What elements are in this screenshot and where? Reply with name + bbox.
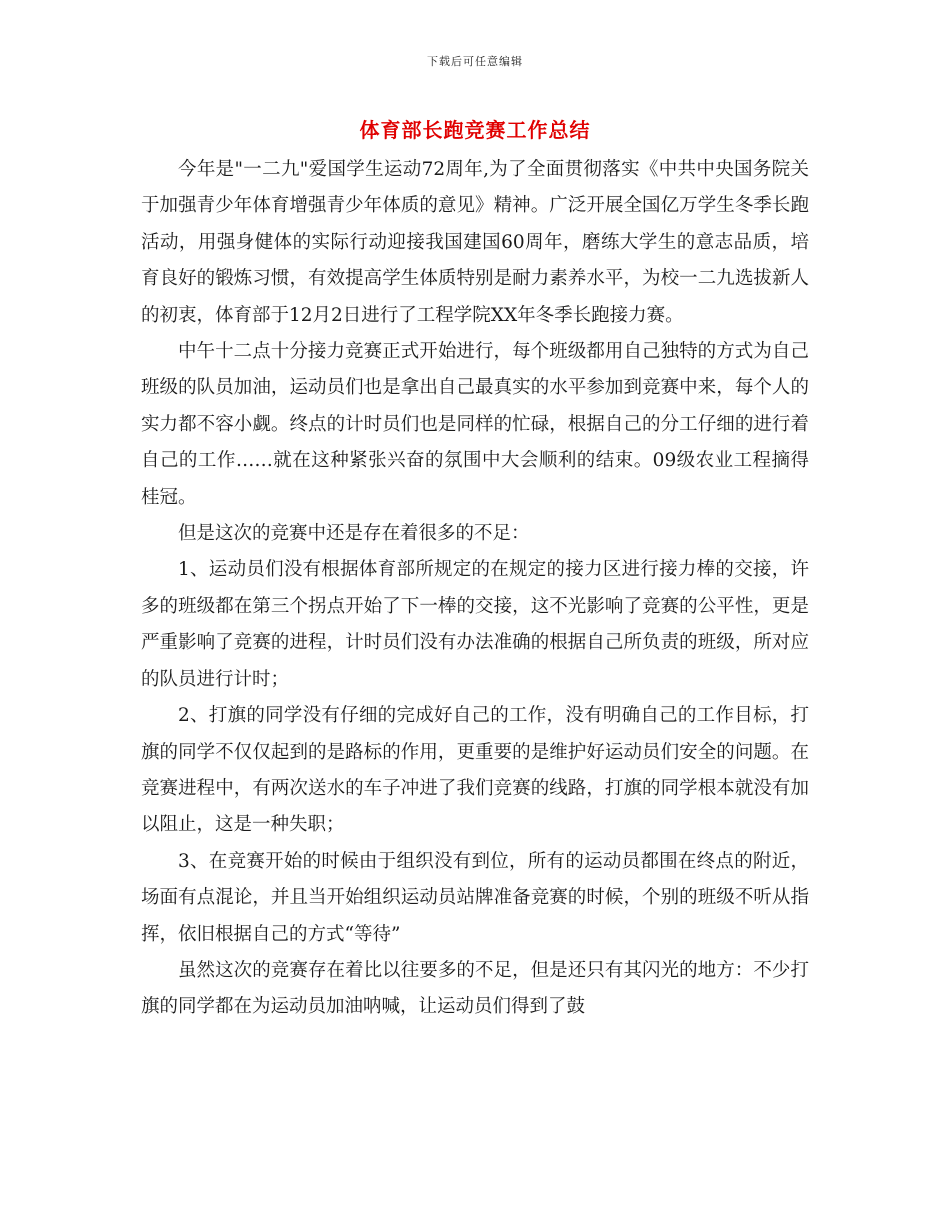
paragraph-highlights: 虽然这次的竞赛存在着比以往要多的不足，但是还只有其闪光的地方：不少打旗的同学都在为运动员加油呐喊，让运动员们得到了鼓: [141, 959, 809, 1018]
document-body: [141, 152, 809, 1026]
paragraph-shortcomings-intro: 但是这次的竞赛中还是存在着很多的不足：: [178, 523, 530, 545]
document-title: 体育部长跑竞赛工作总结: [359, 118, 591, 142]
paragraph-race-process: 中午十二点十分接力竞赛正式开始进行，每个班级都用自己独特的方式为自己班级的队员加油，运动员们也是拿出自己最真实的水平参加到竞赛中来，每个人的实力都不容小觑。终点的计时员们也是同样的忙碌，根据自己的分工仔细的进行着自己的工作……就在这种紧张兴奋的氛围中大会顺利的结束。09级农业工程摘得桂冠。: [141, 341, 809, 508]
paragraph-shortcoming-1: 1、运动员们没有根据体育部所规定的在规定的接力区进行接力棒的交接，许多的班级都在第三个拐点开始了下一棒的交接，这不光影响了竞赛的公平性，更是严重影响了竞赛的进程，计时员们没有办法准确的根据自己所负责的班级，所对应的队员进行计时；: [141, 559, 809, 690]
paragraph-shortcoming-3: 3、在竞赛开始的时候由于组织没有到位，所有的运动员都围在终点的附近，场面有点混论，并且当开始组织运动员站牌准备竞赛的时候，个别的班级不听从指挥，依旧根据自己的方式“等待”: [141, 850, 809, 945]
header-note: 下载后可任意编辑: [427, 55, 523, 68]
paragraph-intro: 今年是"一二九"爱国学生运动72周年,为了全面贯彻落实《中共中央国务院关于加强青少年体育增强青少年体质的意见》精神。广泛开展全国亿万学生冬季长跑活动，用强身健体的实际行动迎接我国建国60周年，磨练大学生的意志品质，培育良好的锻炼习惯，有效提高学生体质特别是耐力素养水平，为校一二九选拔新人的初衷，体育部于12月2日进行了工程学院XX年冬季长跑接力赛。: [141, 159, 809, 326]
paragraph-shortcoming-2: 2、打旗的同学没有仔细的完成好自己的工作，没有明确自己的工作目标，打旗的同学不仅仅起到的是路标的作用，更重要的是维护好运动员们安全的问题。在竞赛进程中，有两次送水的车子冲进了我们竞赛的线路，打旗的同学根本就没有加以阻止，这是一种失职；: [141, 705, 809, 836]
